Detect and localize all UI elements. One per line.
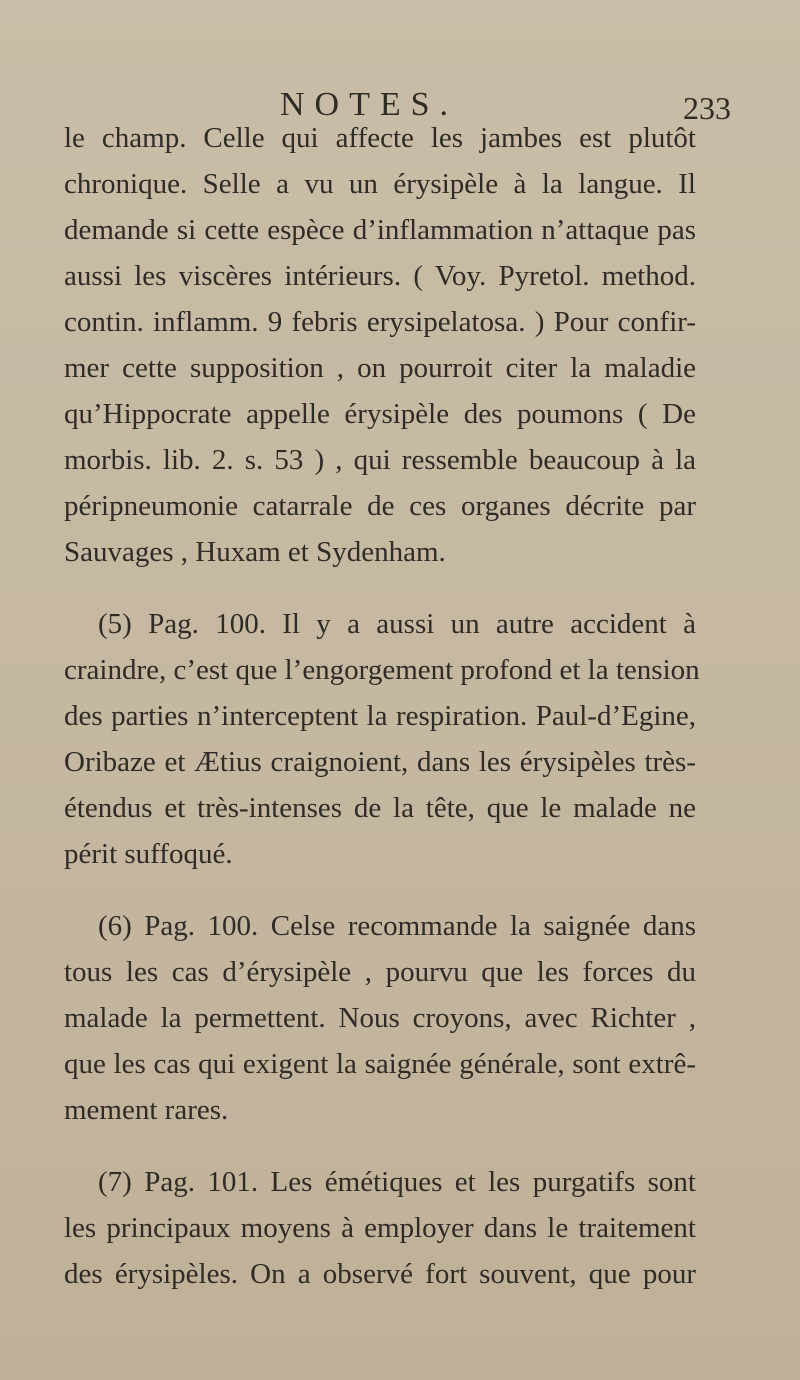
text-line: chronique. Selle a vu un érysipèle à la langue. Il <box>64 168 696 200</box>
text-line: (5) Pag. 100. Il y a aussi un autre accident à <box>98 608 696 640</box>
text-line: péripneumonie catarrale de ces organes décrite par <box>64 490 696 522</box>
text-line: périt suffoqué. <box>64 838 233 870</box>
text-line: craindre, c’est que l’engorgement profond et la tension <box>64 654 700 686</box>
text-line: morbis. lib. 2. s. 53 ) , qui ressemble beaucoup à la <box>64 444 696 476</box>
text-line: demande si cette espèce d’inflammation n’attaque pas <box>64 214 696 246</box>
text-line: le champ. Celle qui affecte les jambes est plutôt <box>64 122 696 154</box>
text-line: malade la permettent. Nous croyons, avec Richter , <box>64 1002 696 1034</box>
text-line: mer cette supposition , on pourroit citer la maladie <box>64 352 696 384</box>
text-line: Sauvages , Huxam et Sydenham. <box>64 536 446 568</box>
running-head-title: NOTES. <box>280 86 459 123</box>
text-line: mement rares. <box>64 1094 229 1126</box>
text-line: (6) Pag. 100. Celse recommande la saignée dans <box>98 910 696 942</box>
text-line: des érysipèles. On a observé fort souvent, que pour <box>64 1258 696 1290</box>
text-line: les principaux moyens à employer dans le traitement <box>64 1212 696 1244</box>
text-line: qu’Hippocrate appelle érysipèle des poumons ( De <box>64 398 696 430</box>
text-line: (7) Pag. 101. Les émétiques et les purgatifs sont <box>98 1166 696 1198</box>
text-line: aussi les viscères intérieurs. ( Voy. Pyretol. method. <box>64 260 696 292</box>
text-line: Oribaze et Ætius craignoient, dans les érysipèles très- <box>64 746 696 778</box>
text-line: des parties n’interceptent la respiration. Paul-d’Egine, <box>64 700 696 732</box>
text-line: tous les cas d’érysipèle , pourvu que les forces du <box>64 956 696 988</box>
page-number: 233 <box>683 90 731 126</box>
text-line: contin. inflamm. 9 febris erysipelatosa. ) Pour confir- <box>64 306 696 338</box>
text-line: étendus et très-intenses de la tête, que le malade ne <box>64 792 696 824</box>
text-line: que les cas qui exigent la saignée générale, sont extrê- <box>64 1048 696 1080</box>
